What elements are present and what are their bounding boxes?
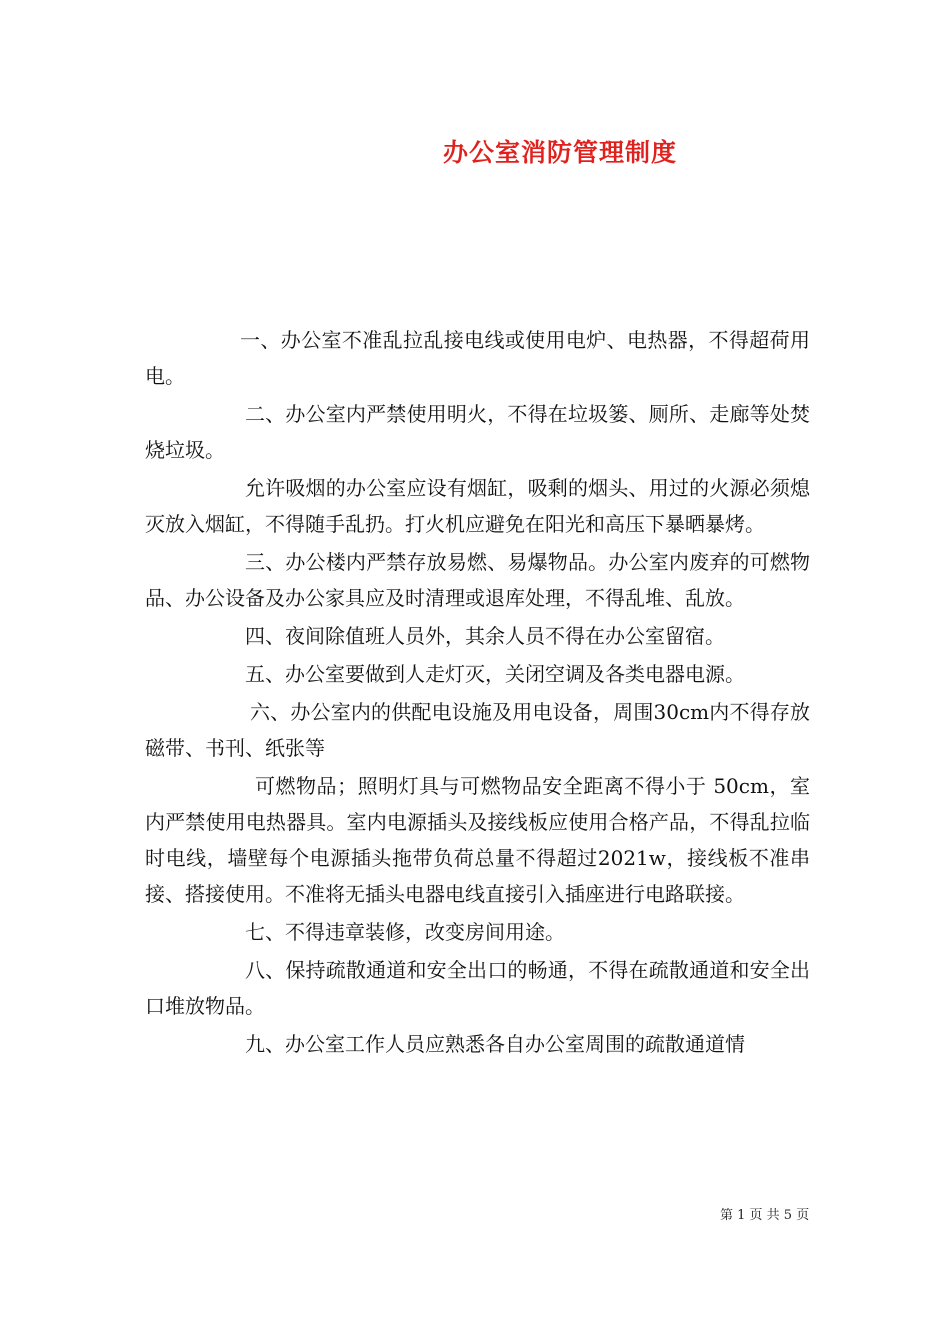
- paragraph: 可燃物品；照明灯具与可燃物品安全距离不得小于 50cm，室内严禁使用电热器具。室内电源插头及接线板应使用合格产品，不得乱拉临时电线，墙壁每个电源插头拖带负荷总量不得超过2021w，接线板不准串接、搭接使用。不准将无插头电器电线直接引入插座进行电路联接。: [145, 774, 810, 906]
- document-body: [145, 322, 810, 1064]
- paragraph: 七、不得违章装修，改变房间用途。: [245, 920, 565, 944]
- paragraph: 一、办公室不准乱拉乱接电线或使用电炉、电热器，不得超荷用电。: [145, 328, 810, 388]
- paragraph: 八、保持疏散通道和安全出口的畅通，不得在疏散通道和安全出口堆放物品。: [145, 958, 810, 1018]
- paragraph: 五、办公室要做到人走灯灭，关闭空调及各类电器电源。: [245, 662, 745, 686]
- paragraph: 三、办公楼内严禁存放易燃、易爆物品。办公室内废弃的可燃物品、办公设备及办公家具应及时清理或退库处理，不得乱堆、乱放。: [145, 550, 810, 610]
- paragraph: 六、办公室内的供配电设施及用电设备，周围30cm内不得存放磁带、书刊、纸张等: [145, 700, 810, 760]
- page-number-footer: 第 1 页 共 5 页: [720, 1208, 810, 1223]
- paragraph: 四、夜间除值班人员外，其余人员不得在办公室留宿。: [245, 624, 725, 648]
- paragraph: 九、办公室工作人员应熟悉各自办公室周围的疏散通道情: [245, 1032, 745, 1056]
- paragraph: 允许吸烟的办公室应设有烟缸，吸剩的烟头、用过的火源必须熄灭放入烟缸，不得随手乱扔。打火机应避免在阳光和高压下暴晒暴烤。: [145, 476, 810, 536]
- paragraph: 二、办公室内严禁使用明火，不得在垃圾篓、厕所、走廊等处焚烧垃圾。: [145, 402, 810, 462]
- document-title: 办公室消防管理制度: [442, 138, 677, 167]
